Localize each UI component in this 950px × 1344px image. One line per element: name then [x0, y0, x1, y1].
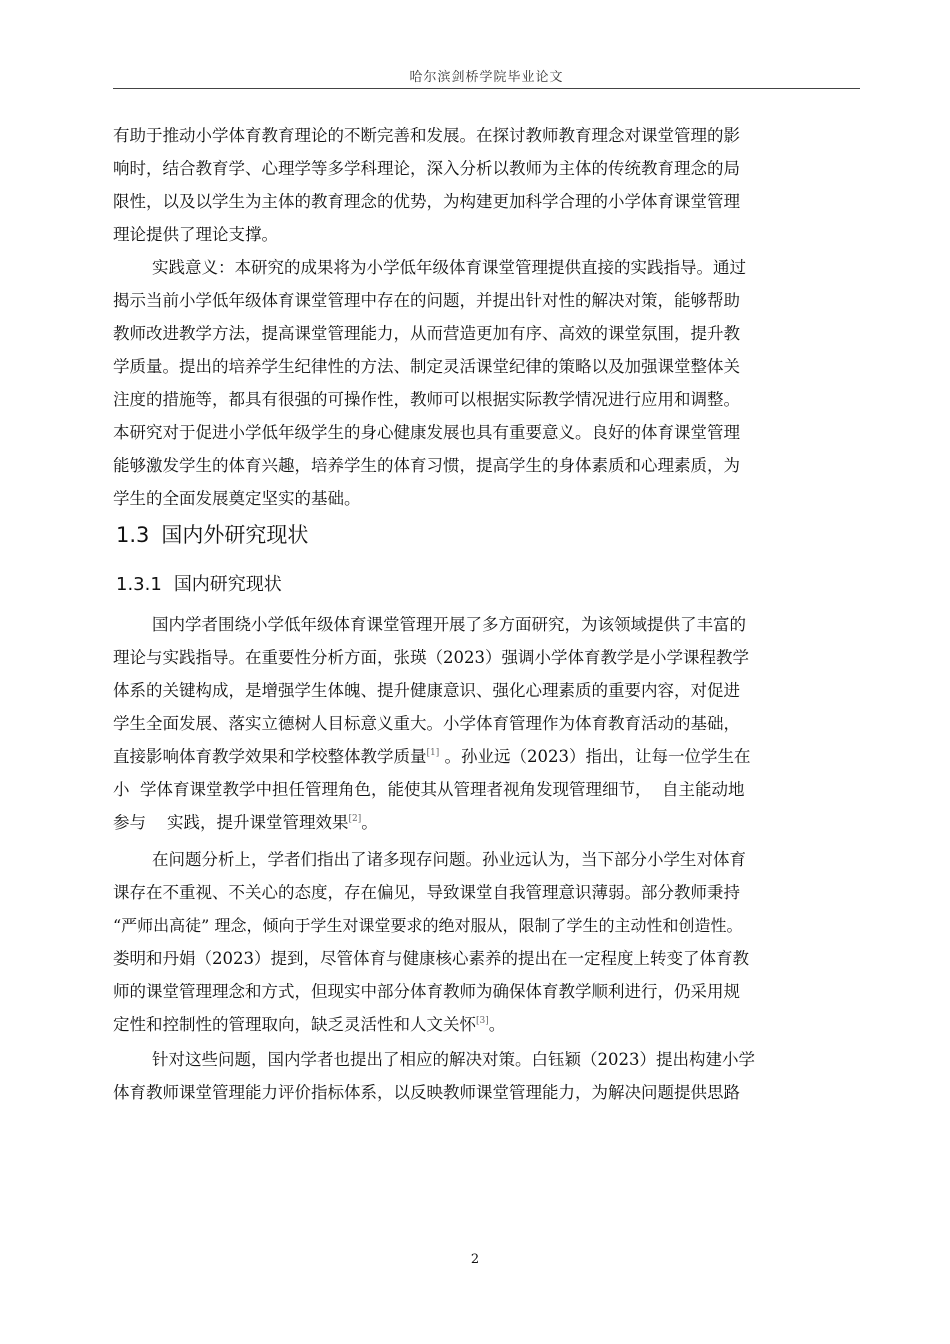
text-run: 直接影响体育教学效果和学校整体教学质量	[113, 747, 427, 766]
body-line: 娄明和丹娟（2023）提到，尽管体育与健康核心素养的提出在一定程度上转变了体育教	[113, 949, 749, 968]
body-line: 在问题分析上，学者们指出了诸多现存问题。孙业远认为，当下部分小学生对体育	[152, 850, 746, 869]
body-line: 课存在不重视、不关心的态度，存在偏见，导致课堂自我管理意识薄弱。部分教师秉持	[113, 883, 740, 902]
body-line: 有助于推动小学体育教育理论的不断完善和发展。在探讨教师教育理念对课堂管理的影	[113, 126, 740, 145]
body-line: 国内学者围绕小学低年级体育课堂管理开展了多方面研究，为该领域提供了丰富的	[152, 615, 746, 634]
body-line: 针对这些问题，国内学者也提出了相应的解决对策。白钰颖（2023）提出构建小学	[152, 1050, 755, 1069]
body-line	[113, 747, 843, 767]
body-line: 小 学体育课堂教学中担任管理角色，能使其从管理者视角发现管理细节， 自主能动地	[113, 780, 745, 799]
body-line	[113, 1015, 843, 1035]
body-line: 实践意义：本研究的成果将为小学低年级体育课堂管理提供直接的实践指导。通过	[152, 258, 746, 277]
section-title: 国内外研究现状	[161, 523, 309, 547]
body-line: 限性，以及以学生为主体的教育理念的优势，为构建更加科学合理的小学体育课堂管理	[113, 192, 740, 211]
body-line: 学生的全面发展奠定坚实的基础。	[113, 489, 361, 508]
text-run: 。孙业远（2023）指出，让每一位学生在	[439, 747, 751, 766]
section-heading-1-3	[116, 519, 308, 549]
body-line: 理论与实践指导。在重要性分析方面，张瑛（2023）强调小学体育教学是小学课程教学	[113, 648, 749, 667]
header-rule	[113, 88, 860, 89]
citation-ref[interactable]: [2]	[348, 814, 362, 824]
text-run: 定性和控制性的管理取向，缺乏灵活性和人文关怀	[113, 1015, 476, 1034]
body-line: 理论提供了理论支撑。	[113, 225, 278, 244]
section-title: 国内研究现状	[173, 574, 282, 595]
page-header: 哈尔滨剑桥学院毕业论文	[409, 70, 564, 85]
page-number: 2	[470, 1252, 480, 1267]
text-run: 参与 实践，提升课堂管理效果	[113, 813, 349, 832]
body-line	[113, 813, 843, 833]
body-line: 学生全面发展、落实立德树人目标意义重大。小学体育管理作为体育教育活动的基础，	[113, 714, 740, 733]
body-line: 体育教师课堂管理能力评价指标体系，以反映教师课堂管理能力，为解决问题提供思路	[113, 1083, 740, 1102]
citation-ref[interactable]: [1]	[426, 748, 440, 758]
section-number: 1.3.1	[116, 574, 162, 595]
body-line: 师的课堂管理理念和方式，但现实中部分体育教师为确保体育教学顺利进行，仍采用规	[113, 982, 740, 1001]
body-line: 本研究对于促进小学低年级学生的身心健康发展也具有重要意义。良好的体育课堂管理	[113, 423, 740, 442]
body-line: 体系的关键构成，是增强学生体魄、提升健康意识、强化心理素质的重要内容，对促进	[113, 681, 740, 700]
body-line: 学质量。提出的培养学生纪律性的方法、制定灵活课堂纪律的策略以及加强课堂整体关	[113, 357, 740, 376]
body-line: 注度的措施等，都具有很强的可操作性，教师可以根据实际教学情况进行应用和调整。	[113, 390, 740, 409]
text-run: 。	[361, 813, 378, 832]
section-heading-1-3-1	[116, 570, 282, 596]
body-line: 教师改进教学方法，提高课堂管理能力，从而营造更加有序、高效的课堂氛围，提升教	[113, 324, 740, 343]
text-run: 。	[488, 1015, 506, 1034]
section-number: 1.3	[116, 523, 150, 547]
body-line: 能够激发学生的体育兴趣，培养学生的体育习惯，提高学生的身体素质和心理素质，为	[113, 456, 740, 475]
body-line: 揭示当前小学低年级体育课堂管理中存在的问题，并提出针对性的解决对策，能够帮助	[113, 291, 740, 310]
body-line: 响时，结合教育学、心理学等多学科理论，深入分析以教师为主体的传统教育理念的局	[113, 159, 740, 178]
citation-ref[interactable]: [3]	[476, 1016, 489, 1026]
body-line: “严师出高徒” 理念，倾向于学生对课堂要求的绝对服从，限制了学生的主动性和创造性。	[113, 916, 743, 935]
